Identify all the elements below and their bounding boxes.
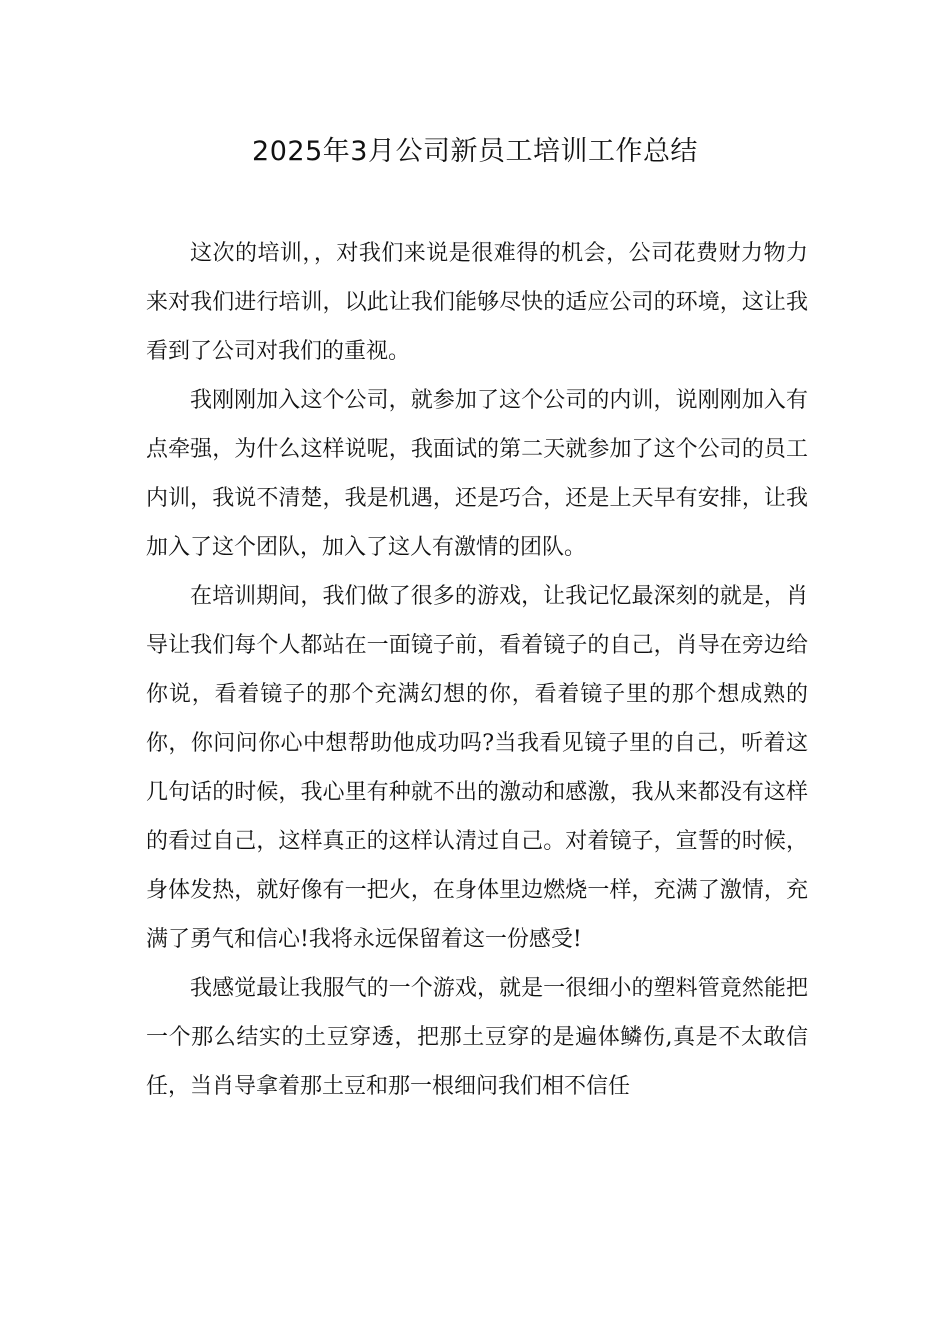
- paragraph-2: 我刚刚加入这个公司，就参加了这个公司的内训，说刚刚加入有点牵强，为什么这样说呢，我面试的第二天就参加了这个公司的员工内训，我说不清楚，我是机遇，还是巧合，还是上天早有安排，让我加入了这个团队，加入了这人有激情的团队。: [146, 388, 808, 560]
- paragraph-1: 这次的培训，，对我们来说是很难得的机会，公司花费财力物力来对我们进行培训，以此让我们能够尽快的适应公司的环境，这让我看到了公司对我们的重视。: [146, 241, 808, 364]
- document-body: [146, 229, 808, 1111]
- paragraph-4: 我感觉最让我服气的一个游戏，就是一很细小的塑料管竟然能把一个那么结实的土豆穿透，把那土豆穿的是遍体鳞伤,真是不太敢信任，当肖导拿着那土豆和那一根细问我们相不信任: [146, 976, 808, 1099]
- document-title: 2025年3月公司新员工培训工作总结: [252, 136, 698, 167]
- paragraph-3: 在培训期间，我们做了很多的游戏，让我记忆最深刻的就是，肖导让我们每个人都站在一面镜子前，看着镜子的自己，肖导在旁边给你说，看着镜子的那个充满幻想的你，看着镜子里的那个想成熟的你，你问问你心中想帮助他成功吗?当我看见镜子里的自己，听着这几句话的时候，我心里有种就不出的激动和感激，我从来都没有这样的看过自己，这样真正的这样认清过自己。对着镜子，宣誓的时候，身体发热，就好像有一把火，在身体里边燃烧一样，充满了激情，充满了勇气和信心!我将永远保留着这一份感受!: [146, 584, 808, 952]
